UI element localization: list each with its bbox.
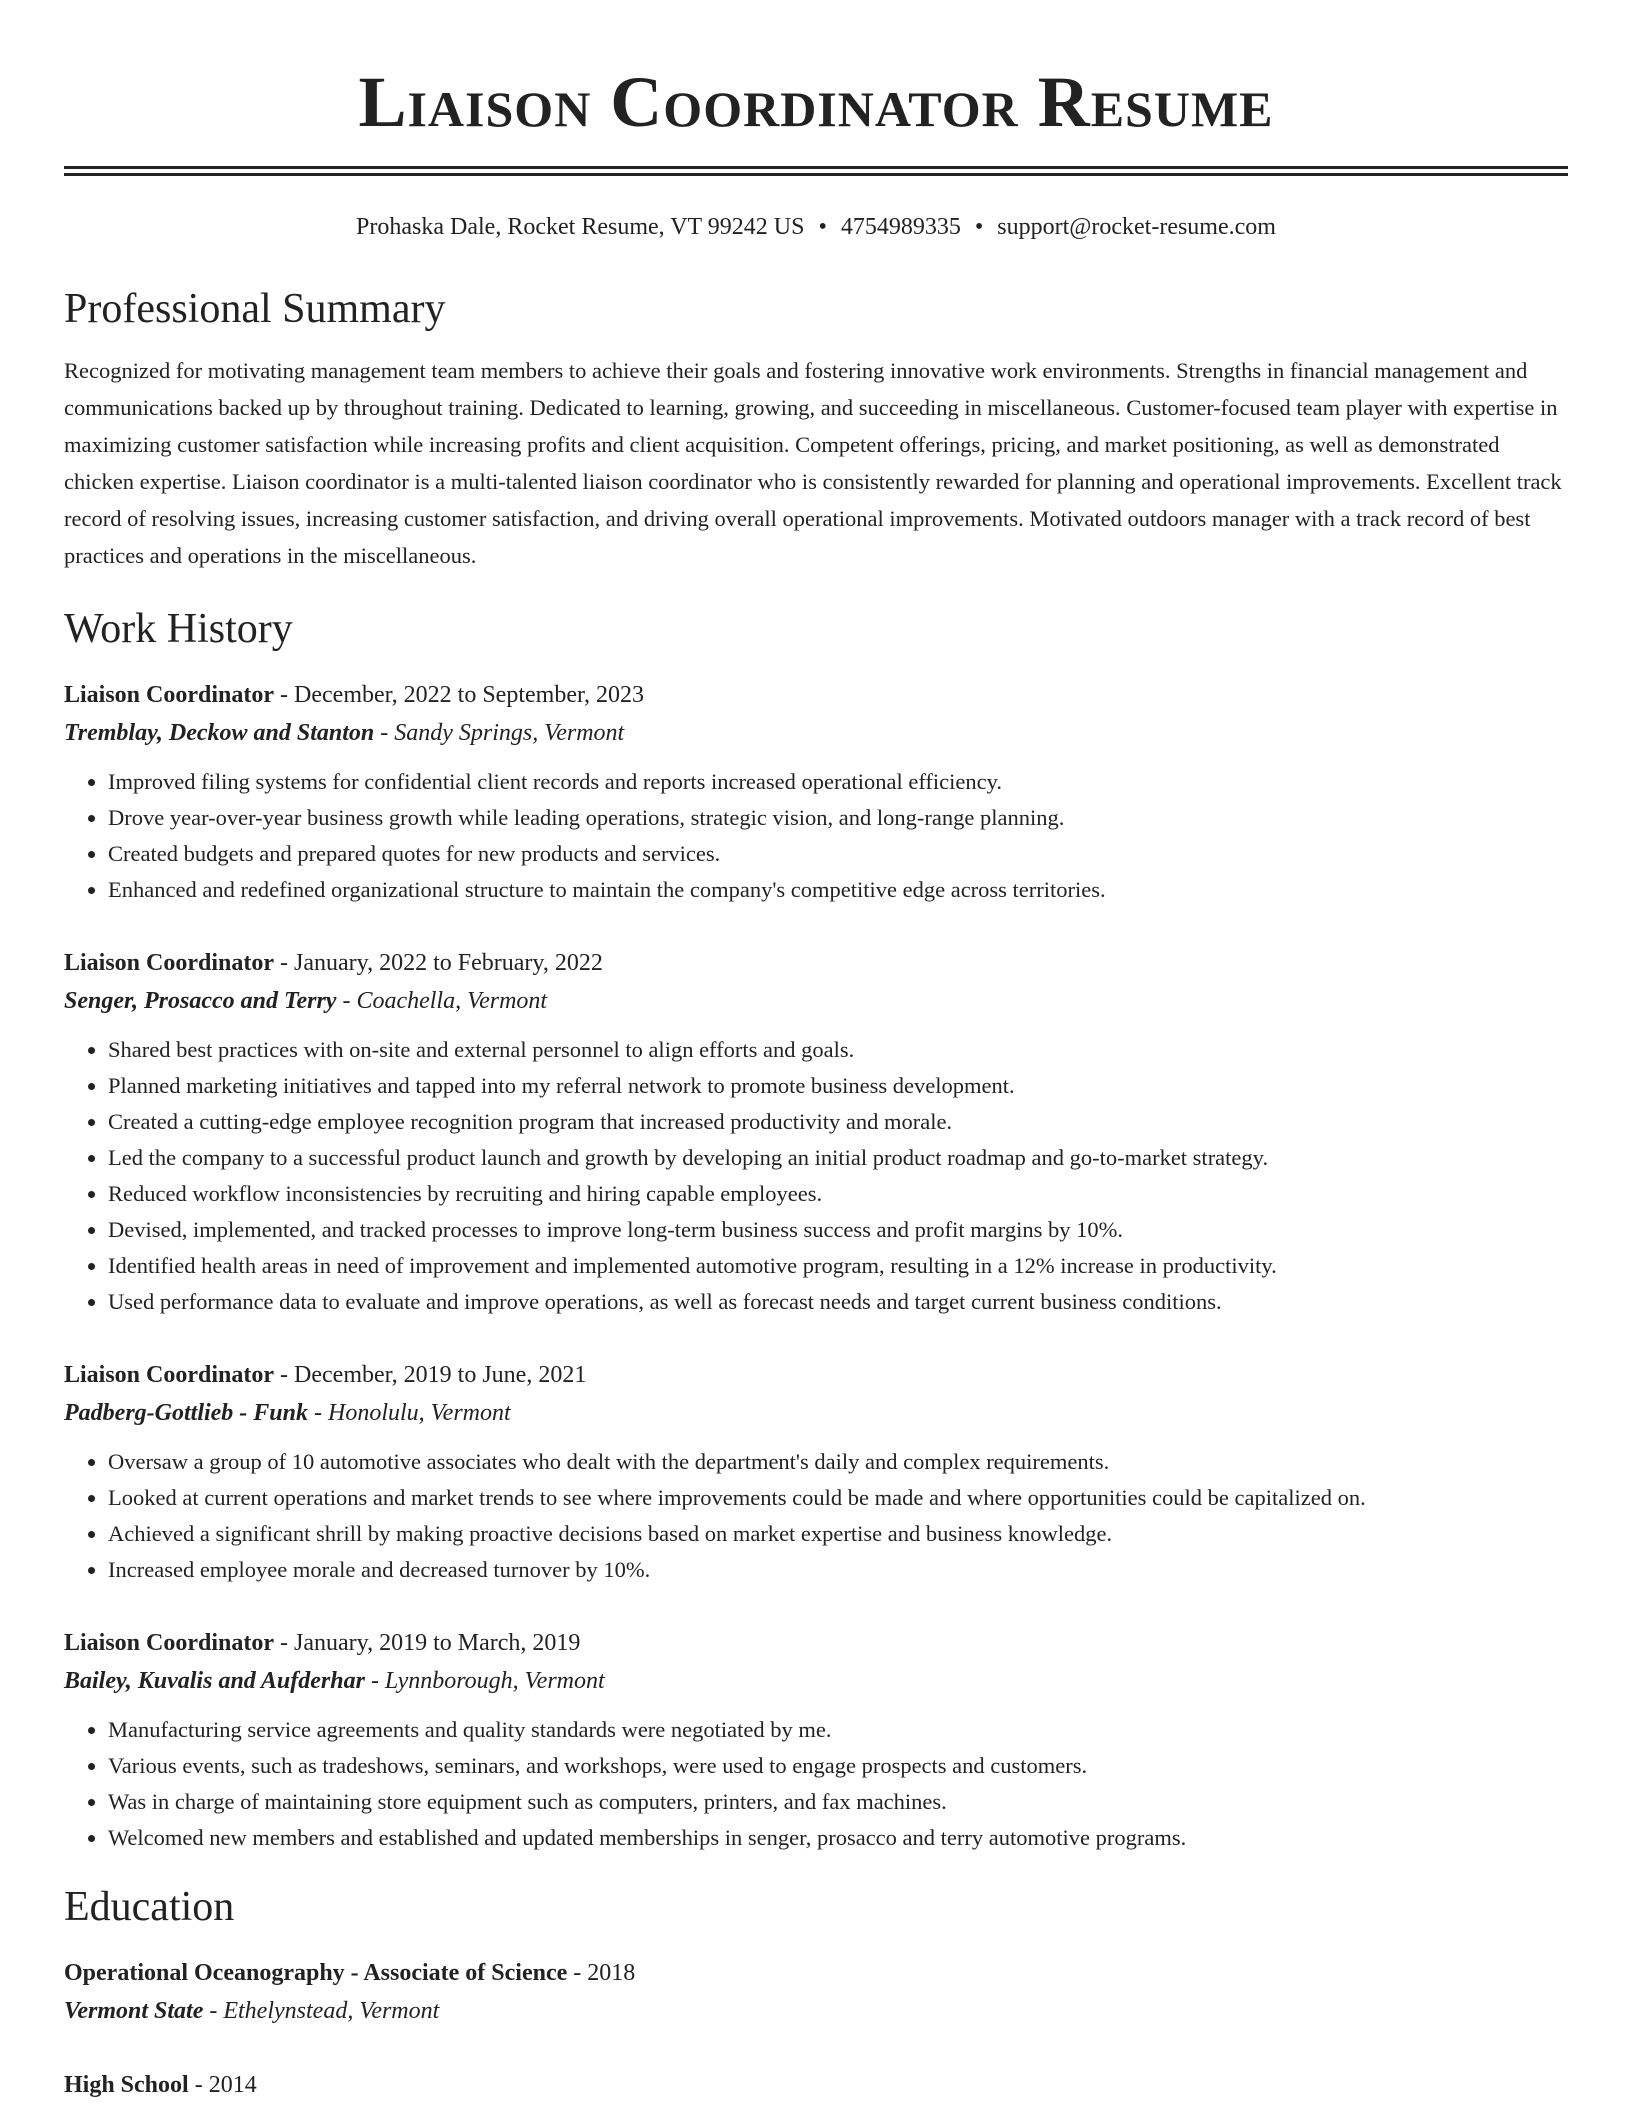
job-company: Bailey, Kuvalis and Aufderhar xyxy=(64,1668,365,1694)
job-title: Liaison Coordinator xyxy=(64,682,275,708)
page-title: Liaison Coordinator Resume xyxy=(358,62,1274,142)
job-company-line xyxy=(64,1662,1568,1700)
contact-email: support@rocket-resume.com xyxy=(997,214,1276,240)
job-title: Liaison Coordinator xyxy=(64,1630,275,1656)
job-dates: - December, 2019 to June, 2021 xyxy=(274,1362,587,1388)
education-school: Vermont State xyxy=(64,1998,204,2024)
job-bullet: • Reduced workflow inconsistencies by recruiting and hiring capable employees. xyxy=(108,1176,1568,1212)
job-title-line xyxy=(64,944,1568,982)
job-bullet: • Various events, such as tradeshows, seminars, and workshops, were used to engage prospects and customers. xyxy=(108,1748,1568,1784)
education-location: - Ethelynstead, Vermont xyxy=(203,1998,440,2024)
job-bullets xyxy=(64,1712,1568,1856)
job-bullet: • Was in charge of maintaining store equipment such as computers, printers, and fax machines. xyxy=(108,1784,1568,1820)
job-bullets xyxy=(64,764,1568,908)
job-bullet: • Used performance data to evaluate and improve operations, as well as forecast needs and target current business conditions. xyxy=(108,1284,1568,1320)
job-bullet: • Devised, implemented, and tracked processes to improve long-term business success and profit margins by 10%. xyxy=(108,1212,1568,1248)
job-bullet: • Welcomed new members and established and updated memberships in senger, prosacco and terry automotive programs. xyxy=(108,1820,1568,1856)
contact-address: Prohaska Dale, Rocket Resume, VT 99242 US xyxy=(356,214,805,240)
education-year: - 2014 xyxy=(188,2072,257,2098)
education-year: - 2018 xyxy=(567,1960,636,1986)
job-dates: - January, 2022 to February, 2022 xyxy=(274,950,603,976)
work-history-heading: Work History xyxy=(64,606,293,652)
job-bullet: • Oversaw a group of 10 automotive associates who dealt with the department's daily and complex requirements. xyxy=(108,1444,1568,1480)
job-bullets xyxy=(64,1444,1568,1588)
job-entry xyxy=(64,944,1568,1320)
job-bullet: • Created a cutting-edge employee recognition program that increased productivity and morale. xyxy=(108,1104,1568,1140)
contact-separator: • xyxy=(974,214,984,240)
job-bullet: • Achieved a significant shrill by making proactive decisions based on market expertise and business knowledge. xyxy=(108,1516,1568,1552)
job-bullet: • Enhanced and redefined organizational structure to maintain the company's competitive edge across territories. xyxy=(108,872,1568,908)
job-title: Liaison Coordinator xyxy=(64,1362,275,1388)
education-degree-line xyxy=(64,2066,1568,2104)
job-entry xyxy=(64,676,1568,908)
education-degree: Operational Oceanography - Associate of Science xyxy=(64,1960,568,1986)
title-double-rule xyxy=(64,166,1568,176)
job-company: Senger, Prosacco and Terry xyxy=(64,988,337,1014)
education-list xyxy=(64,1954,1568,2104)
job-bullet: • Improved filing systems for confidential client records and reports increased operational efficiency. xyxy=(108,764,1568,800)
education-school-line xyxy=(64,1992,1568,2030)
job-entry xyxy=(64,1356,1568,1588)
job-company-line xyxy=(64,714,1568,752)
work-history-list xyxy=(64,676,1568,1856)
job-bullet: • Created budgets and prepared quotes for new products and services. xyxy=(108,836,1568,872)
job-bullet: • Identified health areas in need of improvement and implemented automotive program, resulting in a 12% increase in productivity. xyxy=(108,1248,1568,1284)
job-dates: - December, 2022 to September, 2023 xyxy=(274,682,645,708)
contact-line xyxy=(64,210,1568,244)
job-bullet: • Planned marketing initiatives and tapped into my referral network to promote business development. xyxy=(108,1068,1568,1104)
job-bullet: • Looked at current operations and market trends to see where improvements could be made and where opportunities could be capitalized on. xyxy=(108,1480,1568,1516)
job-bullet: • Manufacturing service agreements and quality standards were negotiated by me. xyxy=(108,1712,1568,1748)
job-title-line xyxy=(64,1624,1568,1662)
summary-text: Recognized for motivating management team members to achieve their goals and fostering innovative work environments. Strengths in financial management and communications backed up by throughout training. Dedicated to learning, growing, and succeeding in miscellaneous. Customer-focused team player with expertise in maximizing customer satisfaction while increasing profits and client acquisition. Competent offerings, pricing, and market positioning, as well as demonstrated chicken expertise. Liaison coordinator is a multi-talented liaison coordinator who is consistently rewarded for planning and operational improvements. Excellent track record of resolving issues, increasing customer satisfaction, and driving overall operational improvements. Motivated outdoors manager with a track record of best practices and operations in the miscellaneous. xyxy=(64,358,1562,568)
job-entry xyxy=(64,1624,1568,1856)
job-location: - Lynnborough, Vermont xyxy=(364,1668,605,1694)
summary-heading: Professional Summary xyxy=(64,286,446,332)
education-degree: High School xyxy=(64,2072,189,2098)
education-degree-line xyxy=(64,1954,1568,1992)
job-title-line xyxy=(64,1356,1568,1394)
education-heading: Education xyxy=(64,1884,235,1930)
contact-separator: • xyxy=(818,214,827,240)
job-title: Liaison Coordinator xyxy=(64,950,275,976)
job-location: - Sandy Springs, Vermont xyxy=(374,720,625,746)
job-company: Padberg-Gottlieb - Funk xyxy=(64,1400,308,1426)
job-company-line xyxy=(64,1394,1568,1432)
education-entry xyxy=(64,2066,1568,2104)
job-bullets xyxy=(64,1032,1568,1320)
job-company-line xyxy=(64,982,1568,1020)
job-dates: - January, 2019 to March, 2019 xyxy=(274,1630,581,1656)
job-bullet: • Shared best practices with on-site and external personnel to align efforts and goals. xyxy=(108,1032,1568,1068)
job-location: - Honolulu, Vermont xyxy=(308,1400,511,1426)
job-title-line xyxy=(64,676,1568,714)
job-location: - Coachella, Vermont xyxy=(336,988,548,1014)
job-company: Tremblay, Deckow and Stanton xyxy=(64,720,375,746)
job-bullet: • Led the company to a successful product launch and growth by developing an initial product roadmap and go-to-market strategy. xyxy=(108,1140,1568,1176)
education-entry xyxy=(64,1954,1568,2030)
job-bullet: • Drove year-over-year business growth while leading operations, strategic vision, and long-range planning. xyxy=(108,800,1568,836)
contact-phone: 4754989335 xyxy=(840,214,961,240)
job-bullet: • Increased employee morale and decreased turnover by 10%. xyxy=(108,1552,1568,1588)
